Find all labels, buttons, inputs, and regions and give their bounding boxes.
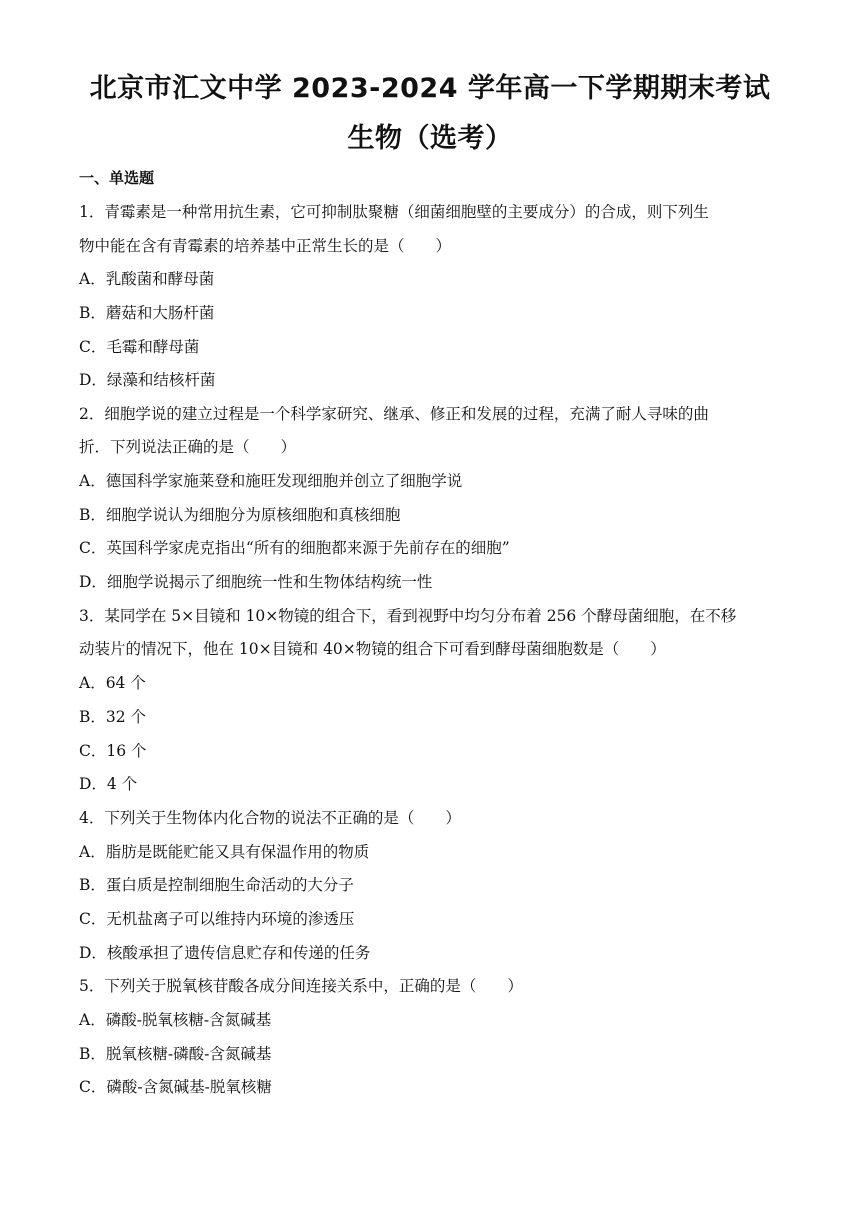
question-2-stem-line-2: 折．下列说法正确的是（ ） xyxy=(79,438,297,456)
question-5-option-a: A．磷酸-脱氧核糖-含氮碱基 xyxy=(79,1011,272,1029)
question-1-option-a: A．乳酸菌和酵母菌 xyxy=(79,270,215,288)
page-subtitle: 生物（选考） xyxy=(347,123,513,154)
question-2-option-c: C．英国科学家虎克指出“所有的细胞都来源于先前存在的细胞” xyxy=(79,539,510,557)
page-title: 北京市汇文中学 2023-2024 学年高一下学期期末考试 xyxy=(89,73,771,104)
question-1-option-d: D．绿藻和结核杆菌 xyxy=(79,371,216,389)
question-1-stem-line-1: 1．青霉素是一种常用抗生素，它可抑制肽聚糖（细菌细胞壁的主要成分）的合成，则下列生 xyxy=(79,203,709,221)
question-1-stem-line-2: 物中能在含有青霉素的培养基中正常生长的是（ ） xyxy=(79,237,452,255)
question-1-option-c: C．毛霉和酵母菌 xyxy=(79,338,200,356)
question-3-option-b: B．32 个 xyxy=(79,708,147,726)
question-5-stem-line-1: 5．下列关于脱氧核苷酸各成分间连接关系中，正确的是（ ） xyxy=(79,977,523,995)
question-3-option-c: C．16 个 xyxy=(79,742,147,760)
question-3-stem-line-1: 3．某同学在 5×目镜和 10×物镜的组合下，看到视野中均匀分布着 256 个酵母菌细胞，在不移 xyxy=(79,607,737,625)
section-heading: 一、单选题 xyxy=(79,169,155,187)
question-2-option-a: A．德国科学家施莱登和施旺发现细胞并创立了细胞学说 xyxy=(79,472,463,490)
question-4-option-c: C．无机盐离子可以维持内环境的渗透压 xyxy=(79,910,355,928)
question-3-option-a: A．64 个 xyxy=(79,674,146,692)
question-3-option-d: D．4 个 xyxy=(79,775,138,793)
question-4-option-d: D．核酸承担了遗传信息贮存和传递的任务 xyxy=(79,944,371,962)
question-2-option-d: D．细胞学说揭示了细胞统一性和生物体结构统一性 xyxy=(79,573,433,591)
question-4-option-a: A．脂肪是既能贮能又具有保温作用的物质 xyxy=(79,843,370,861)
question-4-stem-line-1: 4．下列关于生物体内化合物的说法不正确的是（ ） xyxy=(79,809,461,827)
question-2-option-b: B．细胞学说认为细胞分为原核细胞和真核细胞 xyxy=(79,506,401,524)
question-1-option-b: B．蘑菇和大肠杆菌 xyxy=(79,304,215,322)
question-5-option-b: B．脱氧核糖-磷酸-含氮碱基 xyxy=(79,1045,272,1063)
question-2-stem-line-1: 2．细胞学说的建立过程是一个科学家研究、继承、修正和发展的过程，充满了耐人寻味的曲 xyxy=(79,405,709,423)
question-5-option-c: C．磷酸-含氮碱基-脱氧核糖 xyxy=(79,1078,272,1096)
question-3-stem-line-2: 动装片的情况下，他在 10×目镜和 40×物镜的组合下可看到酵母菌细胞数是（ ） xyxy=(79,640,666,658)
question-4-option-b: B．蛋白质是控制细胞生命活动的大分子 xyxy=(79,876,354,894)
